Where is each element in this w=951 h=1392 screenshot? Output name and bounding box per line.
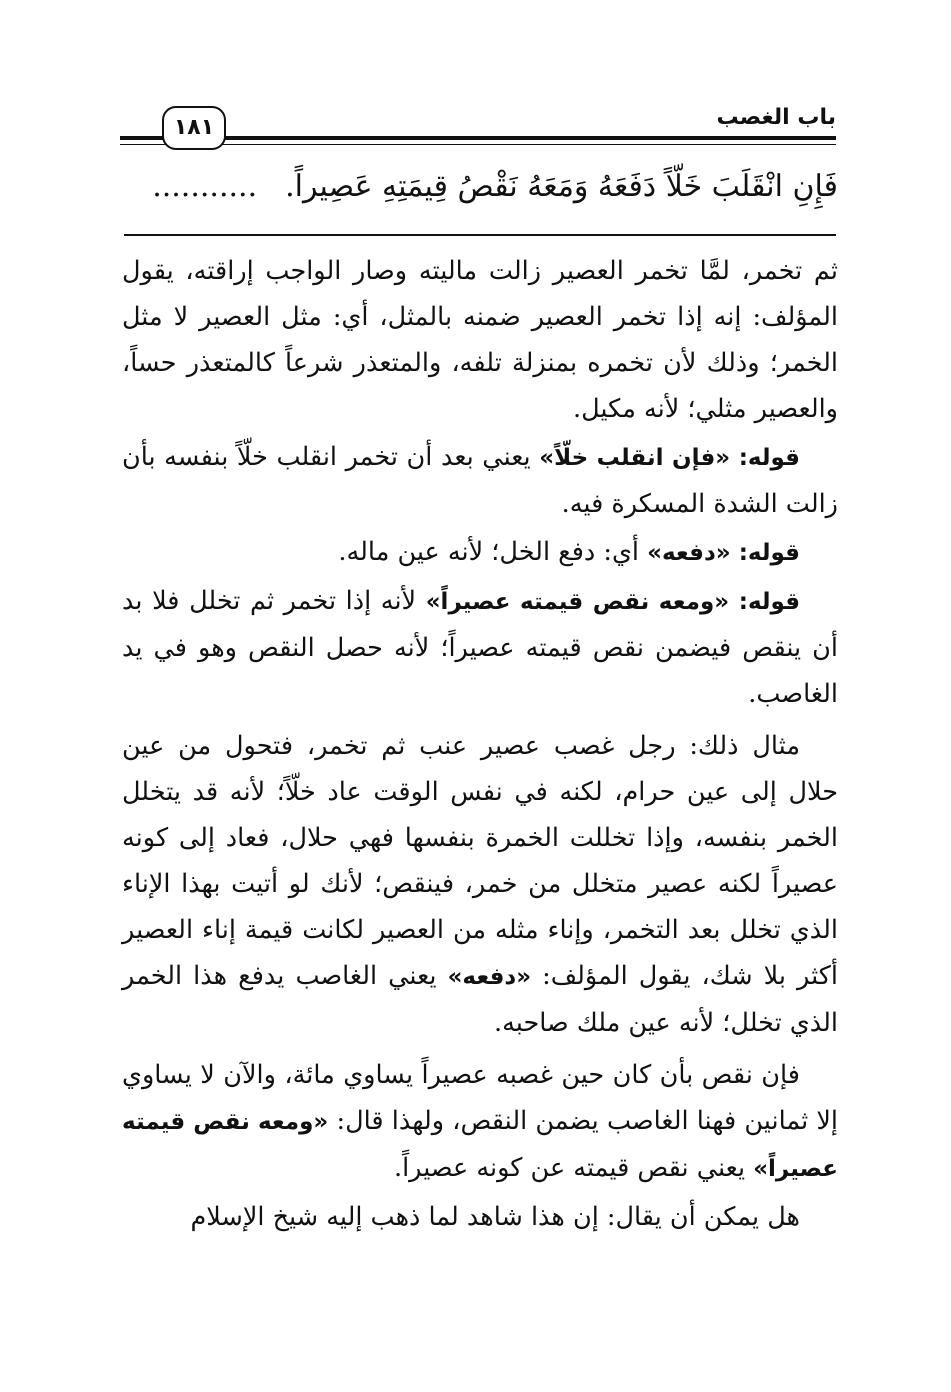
- paragraph-text-cont: يعني نقص قيمته عن كونه عصيراً.: [393, 1153, 746, 1183]
- paragraph-text: لأنه إذا تخمر ثم تخلل فلا بد أن ينقص فيضمن نقص قيمته عصيراً؛ لأنه حصل النقص وهو في يد الغاصب.: [122, 586, 838, 709]
- paragraph-1: ثم تخمر، لمَّا تخمر العصير زالت ماليته وصار الواجب إراقته، يقول المؤلف: إنه إذا تخمر العصير ضمنه بالمثل، أي: مثل العصير لا مثل الخمر؛ وذلك لأن تخمره بمنزلة تلفه، والمتعذر شرعاً كالمتعذر حساً، والعصير مثلي؛ لأنه مكيل.: [122, 256, 838, 424]
- paragraph-2: [122, 434, 838, 527]
- matn-divider: [124, 234, 836, 236]
- page-number-badge: ١٨١: [162, 106, 226, 150]
- paragraph-text: مثال ذلك: رجل غصب عصير عنب ثم تخمر، فتحول من عين حلال إلى عين حرام، لكنه في نفس الوقت عاد خلّاً؛ لأنه قد يتخلل الخمر بنفسه، وإذا تخللت الخمرة بنفسها فهي حلال، فعاد إلى كونه عصيراً لكنه عصير متخلل من خمر، فينقص؛ لأنك لو أتيت بهذا الإناء الذي تخلل بعد التخمر، وإناء مثله من العصير لكانت قيمة إناء العصير أكثر بلا شك، يقول المؤلف:: [122, 731, 838, 991]
- paragraph-6: [122, 1052, 838, 1192]
- quoted-matn: «دفعه»: [447, 964, 532, 990]
- paragraph-text: يعني بعد أن تخمر انقلب خلّاً بنفسه بأن زالت الشدة المسكرة فيه.: [122, 442, 838, 519]
- paragraph-4: [122, 578, 838, 717]
- quoted-matn: «فإن انقلب خلّاً»: [539, 445, 731, 471]
- paragraph-7: هل يمكن أن يقال: إن هذا شاهد لما ذهب إليه شيخ الإسلام: [190, 1202, 800, 1232]
- matn-dots: ...........: [152, 169, 258, 204]
- header-rule-thick: [120, 136, 836, 140]
- commentary-body: [122, 248, 838, 1242]
- paragraph-text-cont: يعني الغاصب يدفع هذا الخمر الذي تخلل؛ لأنه عين ملك صاحبه.: [122, 961, 838, 1038]
- paragraph-text: فإن نقص بأن كان حين غصبه عصيراً يساوي مائة، والآن لا يساوي إلا ثمانين فهنا الغاصب يضمن النقص، ولهذا قال:: [122, 1060, 838, 1136]
- paragraph-text: أي: دفع الخل؛ لأنه عين ماله.: [338, 537, 639, 567]
- matn-text: فَإِنِ انْقَلَبَ خَلّاً دَفَعَهُ وَمَعَهُ نَقْصُ قِيمَتِهِ عَصِيراً.: [285, 169, 838, 204]
- paragraph-3: [122, 529, 838, 576]
- chapter-title: باب الغصب: [709, 102, 836, 134]
- page-header: [120, 102, 836, 152]
- qawluhu-label: قوله:: [738, 589, 801, 615]
- qawluhu-label: قوله:: [738, 445, 800, 471]
- header-rule-thin: [120, 144, 836, 145]
- qawluhu-label: قوله:: [738, 540, 800, 566]
- paragraph-5: [122, 723, 838, 1046]
- quoted-matn: «دفعه»: [647, 540, 731, 566]
- quoted-matn: «ومعه نقص قيمته عصيراً»: [122, 1109, 838, 1182]
- matn-line: [122, 162, 838, 212]
- quoted-matn: «ومعه نقص قيمته عصيراً»: [425, 589, 730, 615]
